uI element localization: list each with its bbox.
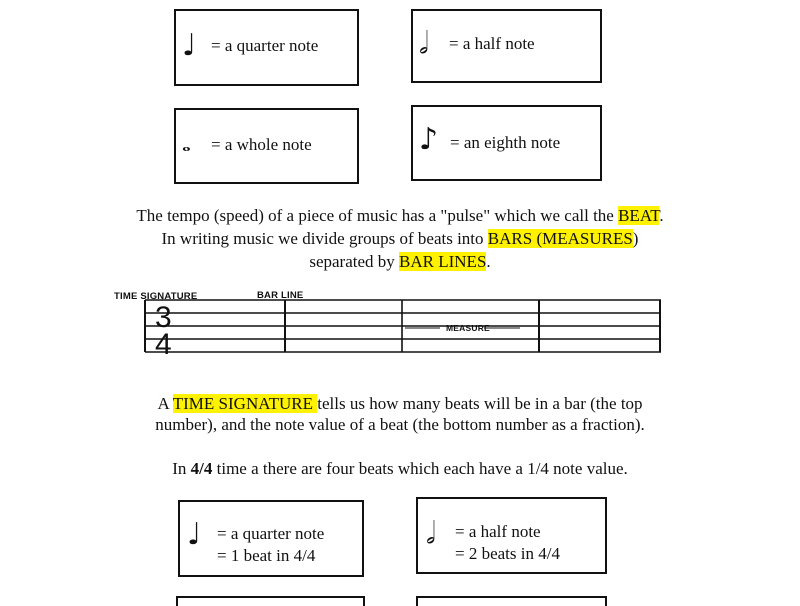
tempo-text-3-end: . (486, 252, 491, 271)
time-signature-label: TIME SIGNATURE (114, 291, 198, 302)
tempo-text-2-end: ) (632, 229, 639, 248)
quarter-note-line-2: = 1 beat in 4/4 (217, 546, 316, 565)
quarter-note-beat-box (178, 500, 364, 577)
half-note-label: = a half note (449, 34, 535, 53)
beat-highlight: BEAT (618, 206, 660, 225)
time-signature-highlight: TIME SIGNATURE (172, 394, 318, 413)
whole-note-icon: 𝅝 (182, 132, 191, 157)
time-sig-line-1 (0, 392, 800, 415)
time-sig-line-2: number), and the note value of a beat (the bottom number as a fraction). (155, 415, 645, 434)
bar-lines-highlight: BAR LINES (399, 252, 487, 271)
time-signature-bottom: 4 (155, 328, 172, 361)
time-sig-text-1-end: tells us how many beats will be in a bar (the top (317, 394, 643, 413)
whole-note-label: = a whole note (211, 135, 312, 154)
half-note-icon: 𝅗𝅥 (426, 516, 436, 551)
partial-box-bottom-right (416, 596, 607, 606)
time-sig-text-1: A (157, 394, 173, 413)
quarter-note-icon: ♩ (182, 28, 197, 63)
tempo-text-2: In writing music we divide groups of beats into (161, 229, 488, 248)
tempo-text-3: separated by (309, 252, 400, 271)
half-note-line-1: = a half note (455, 522, 541, 541)
eighth-note-label: = an eighth note (450, 133, 561, 152)
half-note-icon: 𝅗𝅥 (419, 26, 429, 61)
half-note-beat-box (416, 497, 607, 574)
bars-highlight: BARS (MEASURES (487, 229, 633, 248)
time-signature-top: 3 (155, 301, 172, 334)
four-four-text-a: In (172, 459, 191, 478)
four-four-line (0, 457, 800, 480)
tempo-text-1: The tempo (speed) of a piece of music has a "pulse" which we call the (136, 206, 619, 225)
quarter-note-icon: ♩ (187, 517, 202, 552)
four-four-bold: 4/4 (190, 459, 213, 478)
four-four-text-b: time a there are four beats which each have a 1/4 note value. (212, 459, 628, 478)
measure-label: MEASURE (446, 323, 490, 333)
tempo-text-1-end: . (659, 206, 664, 225)
half-note-line-2: = 2 beats in 4/4 (455, 544, 560, 563)
partial-box-bottom-left (176, 596, 365, 606)
quarter-note-line-1: = a quarter note (217, 524, 325, 543)
quarter-note-label: = a quarter note (211, 36, 319, 55)
eighth-note-icon: ♪ (419, 122, 439, 157)
bar-line-label: BAR LINE (257, 290, 304, 301)
